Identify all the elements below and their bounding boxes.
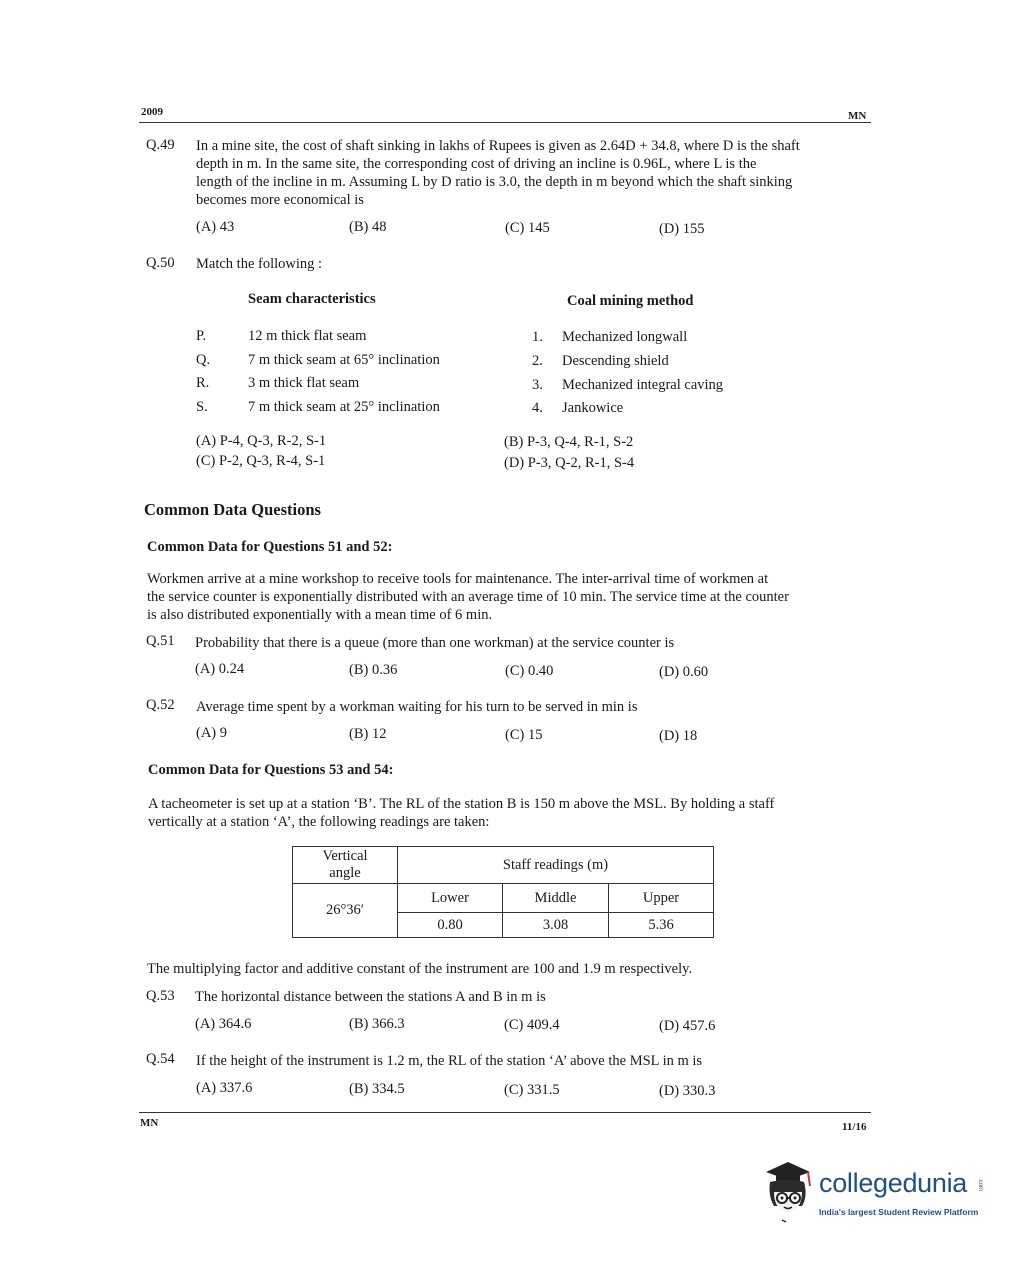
q53-option-c: (C) 409.4 bbox=[504, 1017, 560, 1033]
mascot-icon bbox=[758, 1160, 818, 1230]
q50-left-item: 7 m thick seam at 65° inclination bbox=[248, 352, 440, 368]
q50-right-item: Mechanized integral caving bbox=[562, 377, 724, 393]
header-code: MN bbox=[848, 110, 867, 122]
q49-line: depth in m. In the same site, the corresponding cost of driving an incline is 0.96L, where L is the bbox=[196, 156, 757, 172]
q50-left-item: 3 m thick flat seam bbox=[248, 375, 360, 391]
q51-option-d: (D) 0.60 bbox=[659, 664, 709, 680]
q49-option-d: (D) 155 bbox=[659, 221, 705, 237]
q49-option-a: (A) 43 bbox=[196, 219, 235, 235]
vertical-angle-header: Vertical angle bbox=[293, 847, 398, 884]
q50-left-item: 12 m thick flat seam bbox=[248, 328, 367, 344]
cd2-text bbox=[148, 795, 873, 831]
logo-tagline: India's largest Student Review Platform bbox=[819, 1207, 979, 1217]
q52-option-b: (B) 12 bbox=[349, 726, 387, 742]
q52-option-c: (C) 15 bbox=[505, 727, 543, 743]
q50-text: Match the following : bbox=[196, 256, 323, 272]
q49-option-b: (B) 48 bbox=[349, 219, 387, 235]
cd1-title: Common Data for Questions 51 and 52: bbox=[147, 539, 393, 555]
q51-number: Q.51 bbox=[146, 633, 175, 649]
cd2-line: vertically at a station ‘A’, the following readings are taken: bbox=[148, 814, 490, 830]
q50-number: Q.50 bbox=[146, 255, 175, 271]
cd1-line: the service counter is exponentially distributed with an average time of 10 min. The service time at the counter bbox=[147, 589, 789, 605]
staff-readings-table bbox=[292, 846, 714, 938]
q50-right-title: Coal mining method bbox=[567, 293, 694, 309]
cd1-text bbox=[147, 570, 872, 624]
cd1-line: Workmen arrive at a mine workshop to receive tools for maintenance. The inter-arrival time of workmen at bbox=[147, 571, 769, 587]
q50-left-key: R. bbox=[196, 375, 210, 391]
footer-rule bbox=[139, 1112, 871, 1113]
vertical-angle-value: 26°36′ bbox=[293, 884, 398, 938]
staff-readings-header: Staff readings (m) bbox=[398, 847, 714, 884]
q50-right-item: Descending shield bbox=[562, 353, 669, 369]
table-col-header: Middle bbox=[503, 884, 609, 913]
cd1-line: is also distributed exponentially with a mean time of 6 min. bbox=[147, 607, 493, 623]
footer-code: MN bbox=[140, 1117, 159, 1129]
q49-line: becomes more economical is bbox=[196, 192, 364, 208]
q52-option-a: (A) 9 bbox=[196, 725, 228, 741]
q50-right-key: 4. bbox=[532, 400, 543, 416]
q51-option-a: (A) 0.24 bbox=[195, 661, 245, 677]
table-cell: 0.80 bbox=[398, 913, 503, 938]
table-col-header: Upper bbox=[609, 884, 714, 913]
q50-option-b: (B) P-3, Q-4, R-1, S-2 bbox=[504, 434, 634, 450]
q50-left-key: Q. bbox=[196, 352, 211, 368]
q53-number: Q.53 bbox=[146, 988, 175, 1004]
table-cell: 3.08 bbox=[503, 913, 609, 938]
footer-page-number: 11/16 bbox=[842, 1121, 867, 1133]
collegedunia-logo bbox=[758, 1160, 988, 1230]
q54-option-d: (D) 330.3 bbox=[659, 1083, 716, 1099]
logo-suffix: .com bbox=[977, 1178, 983, 1192]
q52-text: Average time spent by a workman waiting for his turn to be served in min is bbox=[196, 699, 638, 715]
q53-text: The horizontal distance between the stations A and B in m is bbox=[195, 989, 546, 1005]
q53-option-d: (D) 457.6 bbox=[659, 1018, 716, 1034]
table-col-header: Lower bbox=[398, 884, 503, 913]
q50-right-item: Mechanized longwall bbox=[562, 329, 688, 345]
q54-number: Q.54 bbox=[146, 1051, 175, 1067]
q50-right-key: 3. bbox=[532, 377, 543, 393]
logo-wordmark: collegedunia bbox=[819, 1168, 968, 1198]
q52-number: Q.52 bbox=[146, 697, 175, 713]
q49-line: length of the incline in m. Assuming L by D ratio is 3.0, the depth in m beyond which the shaft sinking bbox=[196, 174, 793, 190]
table-cell: 5.36 bbox=[609, 913, 714, 938]
q50-left-key: S. bbox=[196, 399, 208, 415]
q54-option-a: (A) 337.6 bbox=[196, 1080, 253, 1096]
cd2-title: Common Data for Questions 53 and 54: bbox=[148, 762, 394, 778]
q51-option-c: (C) 0.40 bbox=[505, 663, 554, 679]
q51-text: Probability that there is a queue (more than one workman) at the service counter is bbox=[195, 635, 675, 651]
q50-left-key: P. bbox=[196, 328, 207, 344]
header-rule bbox=[139, 122, 871, 123]
q50-left-item: 7 m thick seam at 25° inclination bbox=[248, 399, 440, 415]
q52-option-d: (D) 18 bbox=[659, 728, 698, 744]
q53-option-b: (B) 366.3 bbox=[349, 1016, 405, 1032]
q49-text bbox=[196, 137, 876, 209]
common-data-heading: Common Data Questions bbox=[144, 500, 321, 519]
q49-line: In a mine site, the cost of shaft sinking in lakhs of Rupees is given as 2.64D + 34.8, where D is the shaft bbox=[196, 138, 800, 154]
q50-left-title: Seam characteristics bbox=[248, 291, 376, 307]
q54-text: If the height of the instrument is 1.2 m, the RL of the station ‘A’ above the MSL in m is bbox=[196, 1053, 703, 1069]
q49-option-c: (C) 145 bbox=[505, 220, 550, 236]
q50-option-d: (D) P-3, Q-2, R-1, S-4 bbox=[504, 455, 635, 471]
q54-option-b: (B) 334.5 bbox=[349, 1081, 405, 1097]
q54-option-c: (C) 331.5 bbox=[504, 1082, 560, 1098]
q49-number: Q.49 bbox=[146, 137, 175, 153]
q50-option-c: (C) P-2, Q-3, R-4, S-1 bbox=[196, 453, 326, 469]
q50-right-key: 1. bbox=[532, 329, 543, 345]
q50-right-item: Jankowice bbox=[562, 400, 624, 416]
q53-option-a: (A) 364.6 bbox=[195, 1016, 252, 1032]
q50-right-key: 2. bbox=[532, 353, 543, 369]
q51-option-b: (B) 0.36 bbox=[349, 662, 398, 678]
cd2-line: A tacheometer is set up at a station ‘B’. The RL of the station B is 150 m above the MSL. By holding a staff bbox=[148, 796, 775, 812]
header-year: 2009 bbox=[141, 106, 163, 118]
cd2-after-text: The multiplying factor and additive constant of the instrument are 100 and 1.9 m respectively. bbox=[147, 961, 693, 977]
q50-option-a: (A) P-4, Q-3, R-2, S-1 bbox=[196, 433, 327, 449]
